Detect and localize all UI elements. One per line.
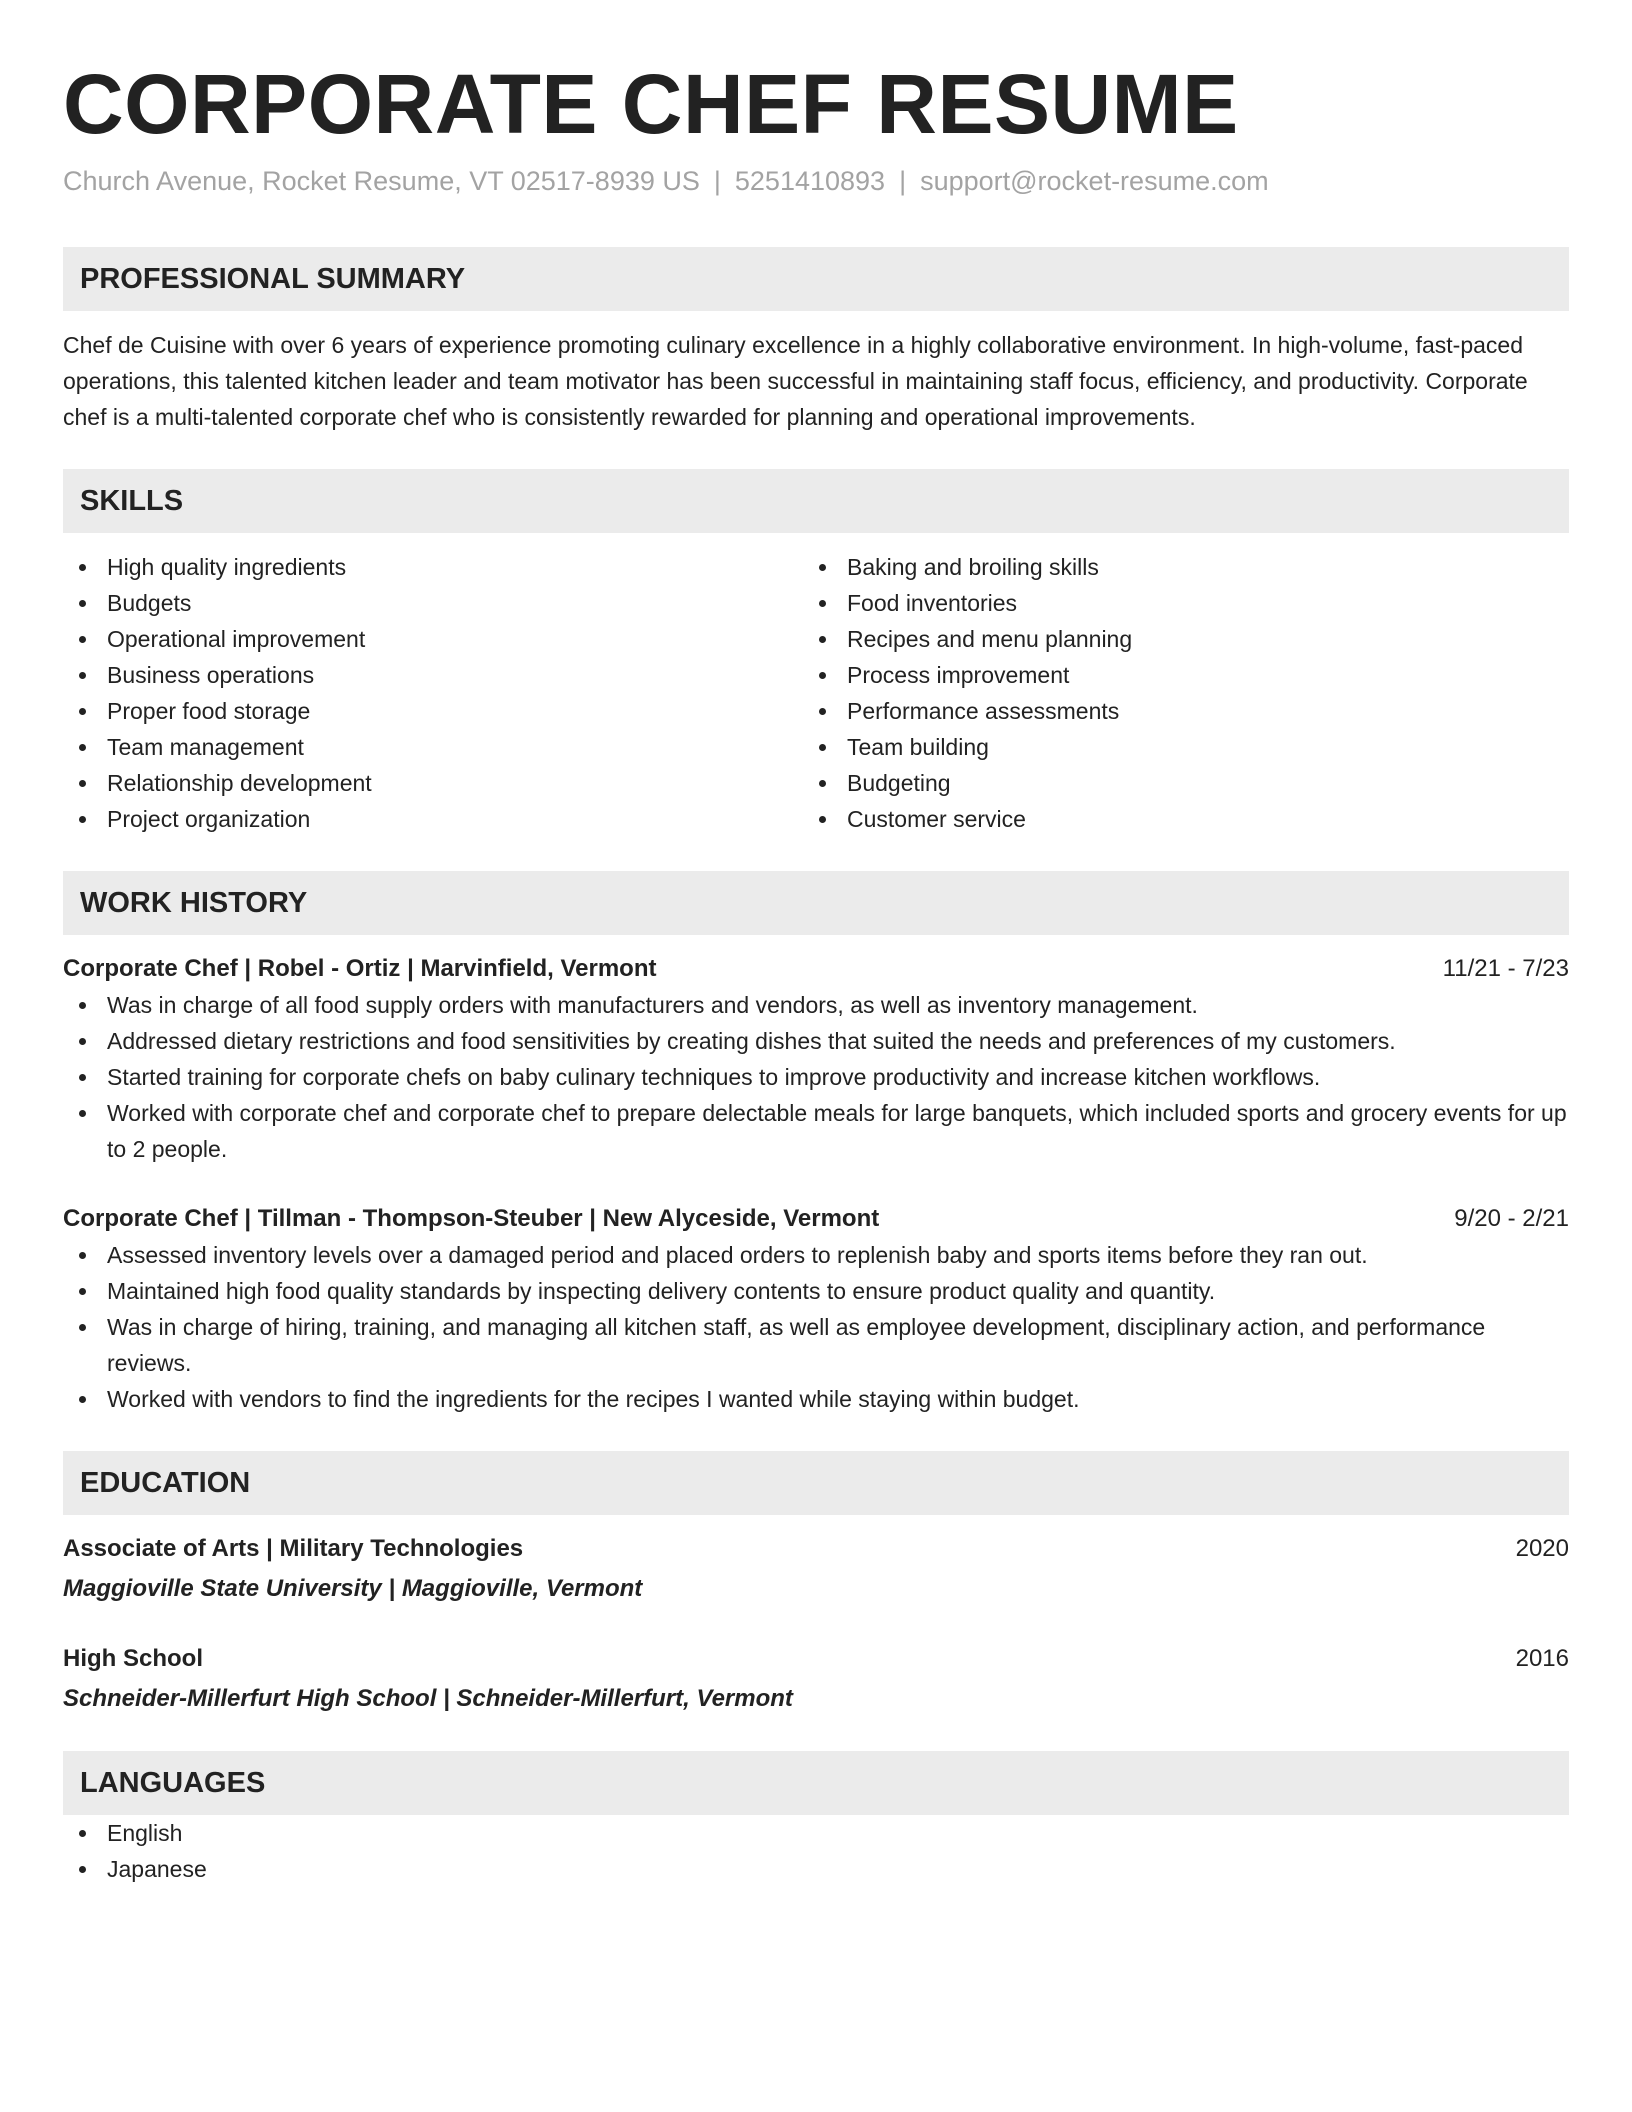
skill-item: Operational improvement (63, 621, 803, 657)
education-year: 2016 (1515, 1645, 1569, 1672)
section-heading-languages: LANGUAGES (63, 1751, 1569, 1815)
skill-item: Customer service (803, 801, 1543, 837)
skill-item: Project organization (63, 801, 803, 837)
job-bullet: Was in charge of hiring, training, and managing all kitchen staff, as well as employee development, disciplinary action, and performance reviews. (63, 1309, 1569, 1381)
skill-item: Proper food storage (63, 693, 803, 729)
languages-list (63, 1815, 1569, 1887)
skill-item: Food inventories (803, 585, 1543, 621)
contact-phone: 5251410893 (734, 166, 886, 196)
skill-item: Budgeting (803, 765, 1543, 801)
job-entry (63, 1201, 1569, 1417)
education-degree: Associate of Arts | Military Technologies (63, 1535, 524, 1562)
job-bullets (63, 987, 1569, 1167)
job-dates: 11/21 - 7/23 (1442, 955, 1569, 982)
language-item: English (63, 1815, 1569, 1851)
job-entry (63, 951, 1569, 1167)
skills-list (63, 549, 1569, 837)
education-entry (63, 1641, 1569, 1717)
job-bullet: Assessed inventory levels over a damaged period and placed orders to replenish baby and sports items before they ran out. (63, 1237, 1569, 1273)
job-header (63, 1201, 1569, 1237)
job-bullet: Maintained high food quality standards by inspecting delivery contents to ensure product quality and quantity. (63, 1273, 1569, 1309)
education-school: Schneider-Millerfurt High School | Schneider-Millerfurt, Vermont (63, 1685, 793, 1712)
skill-item: Performance assessments (803, 693, 1543, 729)
skill-item: Recipes and menu planning (803, 621, 1543, 657)
education-school: Maggioville State University | Maggioville, Vermont (63, 1575, 643, 1602)
education-entry (63, 1531, 1569, 1607)
education-degree: High School (63, 1645, 203, 1672)
job-header (63, 951, 1569, 987)
section-heading-education: EDUCATION (63, 1451, 1569, 1515)
education-header (63, 1531, 1569, 1567)
skill-item: Baking and broiling skills (803, 549, 1543, 585)
job-bullet: Started training for corporate chefs on baby culinary techniques to improve productivity and increase kitchen workflows. (63, 1059, 1569, 1095)
contact-email[interactable]: support@rocket-resume.com (920, 166, 1269, 196)
skill-item: Relationship development (63, 765, 803, 801)
skill-item: Business operations (63, 657, 803, 693)
job-bullet: Addressed dietary restrictions and food sensitivities by creating dishes that suited the needs and preferences of my customers. (63, 1023, 1569, 1059)
skill-item: Process improvement (803, 657, 1543, 693)
skill-item: High quality ingredients (63, 549, 803, 585)
job-title: Corporate Chef | Robel - Ortiz | Marvinfield, Vermont (63, 955, 657, 982)
resume-title: CORPORATE CHEF RESUME (63, 57, 1239, 151)
job-bullet: Worked with corporate chef and corporate chef to prepare delectable meals for large banquets, which included sports and grocery events for up to 2 people. (63, 1095, 1569, 1167)
skills-column-left (63, 549, 803, 837)
language-item: Japanese (63, 1851, 1569, 1887)
section-heading-skills: SKILLS (63, 469, 1569, 533)
job-bullets (63, 1237, 1569, 1417)
skills-column-right (803, 549, 1543, 837)
job-dates: 9/20 - 2/21 (1454, 1205, 1569, 1232)
skill-item: Team management (63, 729, 803, 765)
education-header (63, 1641, 1569, 1677)
job-bullet: Was in charge of all food supply orders with manufacturers and vendors, as well as inventory management. (63, 987, 1569, 1023)
skill-item: Team building (803, 729, 1543, 765)
summary-text: Chef de Cuisine with over 6 years of experience promoting culinary excellence in a highly collaborative environment. In high-volume, fast-paced operations, this talented kitchen leader and team motivator has been successful in maintaining staff focus, efficiency, and productivity. Corporate chef is a multi-talented corporate chef who is consistently rewarded for planning and operational improvements. (63, 332, 1528, 430)
skill-item: Budgets (63, 585, 803, 621)
section-heading-summary: PROFESSIONAL SUMMARY (63, 247, 1569, 311)
job-bullet: Worked with vendors to find the ingredients for the recipes I wanted while staying within budget. (63, 1381, 1569, 1417)
job-title: Corporate Chef | Tillman - Thompson-Steuber | New Alyceside, Vermont (63, 1205, 880, 1232)
section-heading-work-history: WORK HISTORY (63, 871, 1569, 935)
contact-separator: | (899, 166, 907, 196)
contact-address: Church Avenue, Rocket Resume, VT 02517-8939 US (63, 166, 700, 196)
contact-separator: | (713, 166, 721, 196)
education-year: 2020 (1515, 1535, 1569, 1562)
contact-line (63, 164, 1569, 198)
